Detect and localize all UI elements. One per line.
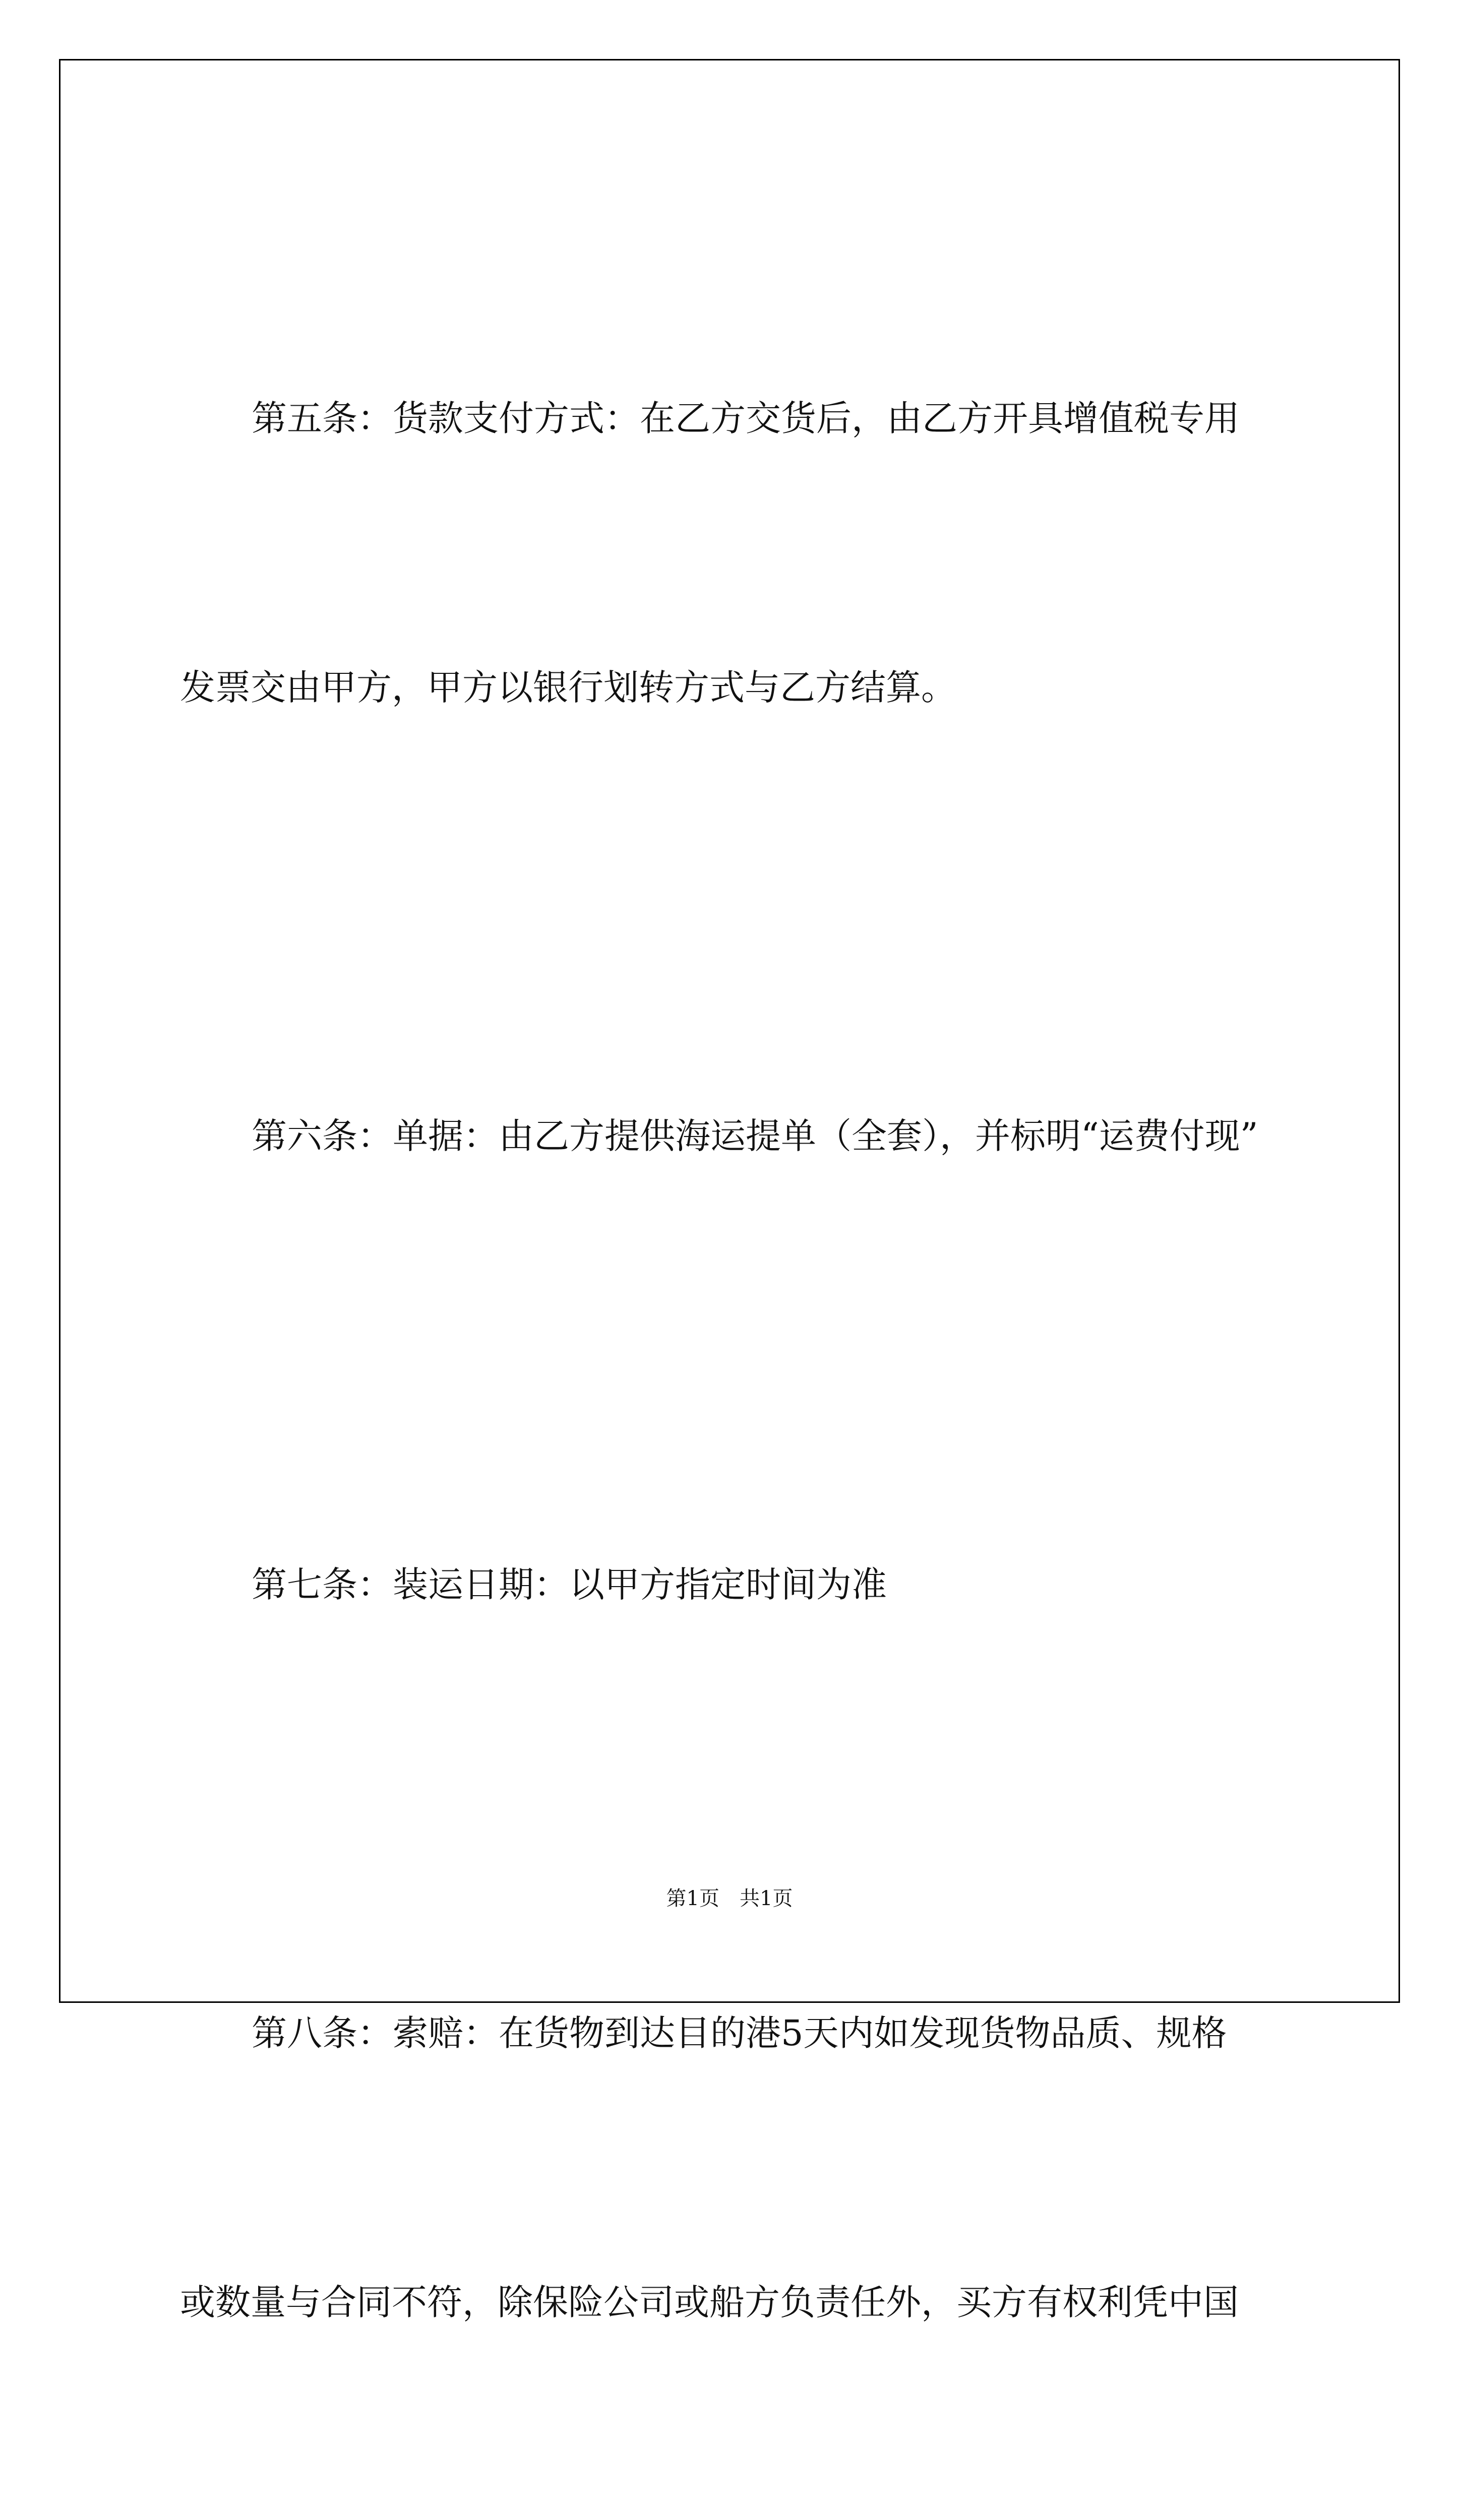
paragraph-article-8: [180, 1809, 1281, 2520]
paragraph-article-5: [180, 194, 1281, 912]
text-line: 第七条：装运日期：以甲方指定时间为准: [252, 1564, 887, 1605]
page-footer: 第1页 共1页: [666, 1887, 793, 1910]
paragraph-article-6: [180, 912, 1281, 1360]
text-line: 发票交由甲方，甲方以银行划转方式与乙方结算。: [180, 667, 956, 708]
text-line: 第五条：货款支付方式：在乙方交货后，由乙方开具增值税专用: [252, 398, 1240, 439]
text-line: 或数量与合同不符，除保险公司或船方负责任外，买方有权利凭中国: [180, 2282, 1239, 2323]
paragraph-article-7: [180, 1360, 1281, 1809]
document-body: [180, 194, 1281, 2520]
text-line: 第六条：单据：由乙方提供海运提单（全套），并标明“运费付现”: [252, 1115, 1258, 1157]
text-line: 第八条：索赔：在货物到达目的港5天内如发现货物品质、规格: [252, 2012, 1227, 2054]
